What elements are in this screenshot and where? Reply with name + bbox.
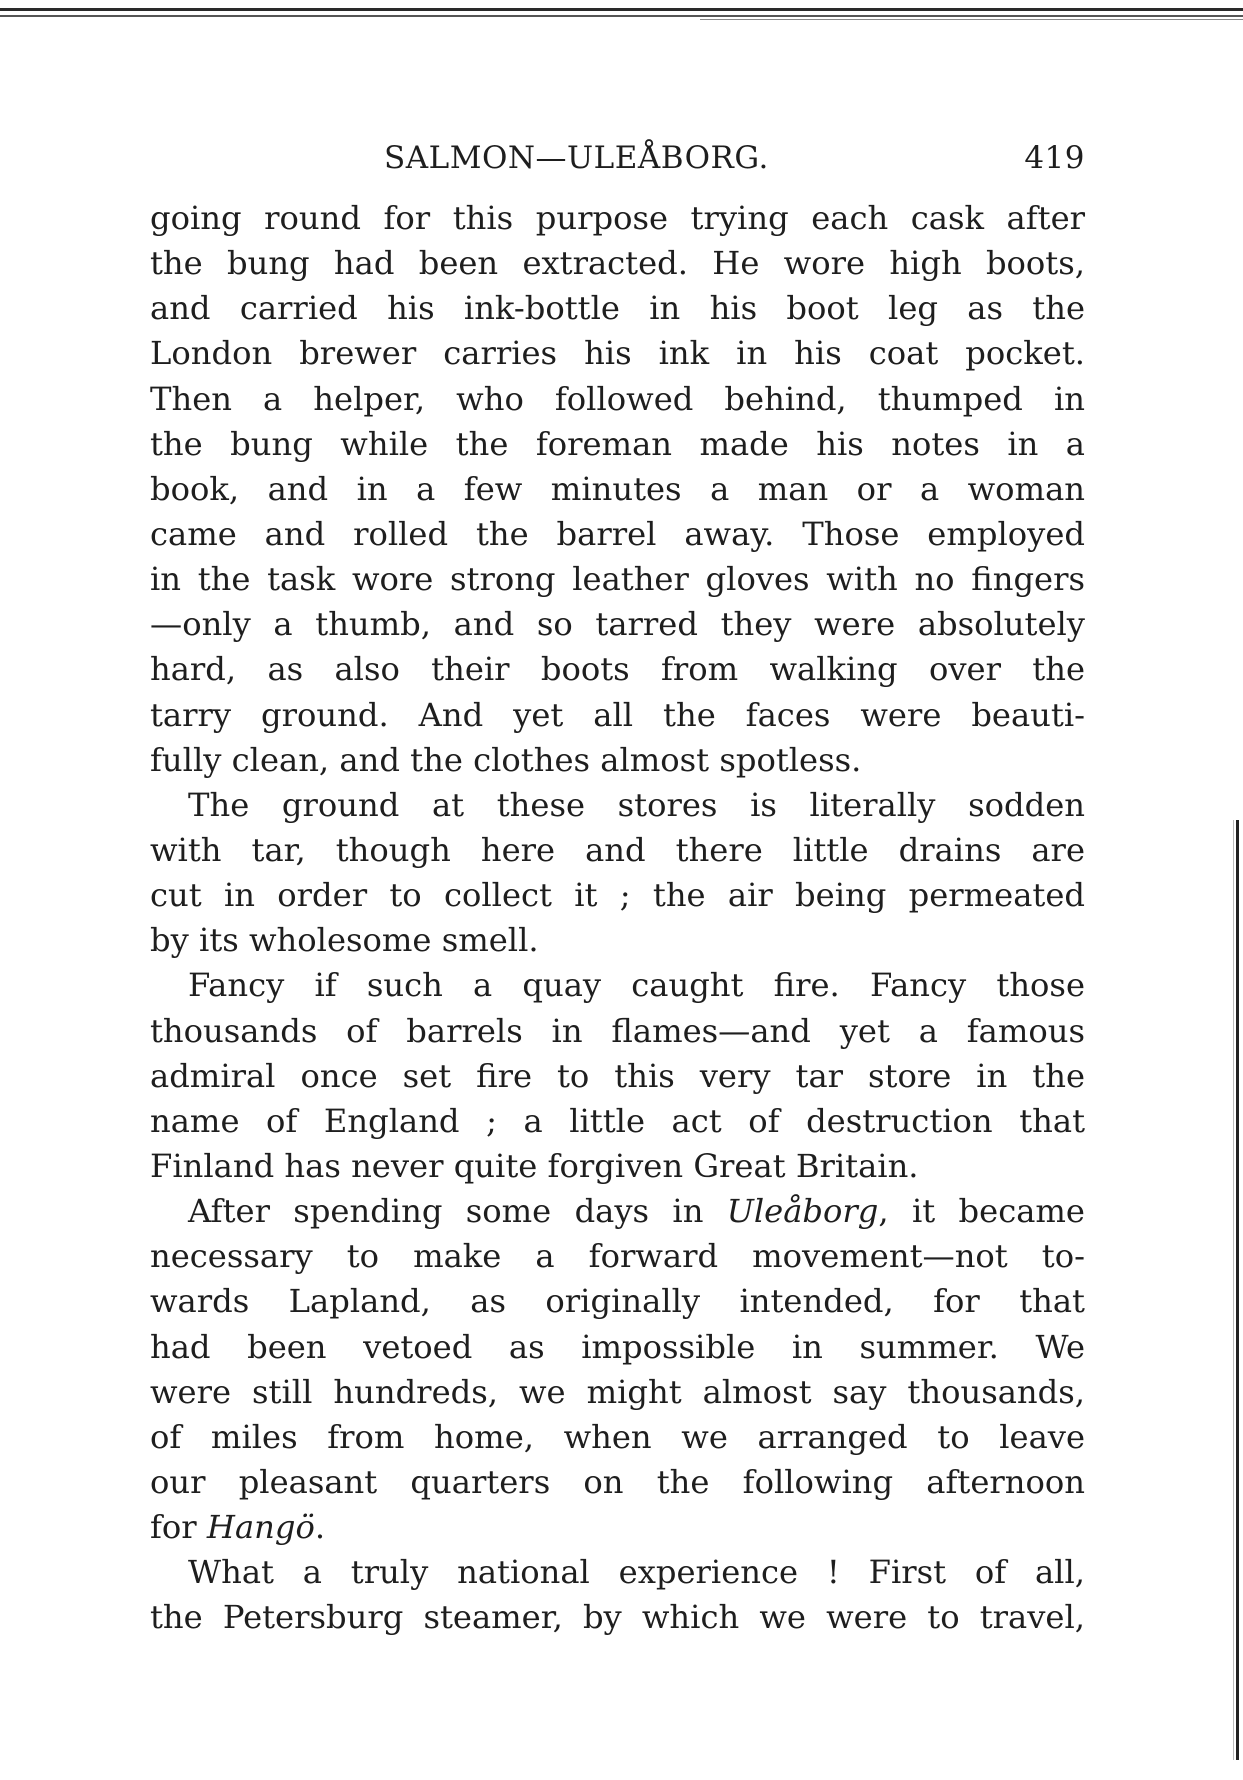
place-name-italic: Hangö	[206, 1508, 315, 1547]
text-run: for	[150, 1508, 207, 1547]
page-number: 419	[1024, 140, 1085, 176]
text-line: necessary to make a forward movement—not to-	[150, 1237, 1085, 1276]
paragraph-3	[150, 963, 1085, 1189]
text-line: thousands of barrels in flames—and yet a famous	[150, 1011, 1085, 1050]
text-line: came and rolled the barrel away. Those employed	[150, 514, 1085, 553]
text-line: and carried his ink-bottle in his boot leg as the	[150, 289, 1085, 328]
text-line	[150, 1189, 1085, 1234]
body-text	[150, 196, 1085, 1641]
running-head-title: SALMON—ULEÅBORG.	[384, 140, 769, 176]
text-line: had been vetoed as impossible in summer. We	[150, 1327, 1085, 1366]
text-line: with tar, though here and there little drains are	[150, 830, 1085, 869]
text-line: London brewer carries his ink in his coat pocket.	[150, 334, 1085, 373]
text-line: Then a helper, who followed behind, thumped in	[150, 379, 1085, 418]
text-line: What a truly national experience ! First of all,	[188, 1553, 1085, 1592]
text-line: the Petersburg steamer, by which we were to travel,	[150, 1598, 1085, 1637]
text-line: hard, as also their boots from walking over the	[150, 650, 1085, 689]
text-line: the bung while the foreman made his notes in a	[150, 424, 1085, 463]
text-line: fully clean, and the clothes almost spotless.	[150, 740, 862, 779]
text-line: The ground at these stores is literally sodden	[188, 785, 1085, 824]
text-line: were still hundreds, we might almost say thousands,	[150, 1372, 1085, 1411]
paragraph-2	[150, 783, 1085, 964]
text-line: Finland has never quite forgiven Great Britain.	[150, 1146, 919, 1185]
text-line: tarry ground. And yet all the faces were beauti-	[150, 695, 1085, 734]
text-line: wards Lapland, as originally intended, for that	[150, 1282, 1085, 1321]
text-run: , it became	[878, 1192, 1085, 1231]
page-edge	[1233, 820, 1239, 1760]
text-run: After spending some days in	[188, 1192, 727, 1231]
text-line: Fancy if such a quay caught fire. Fancy those	[188, 966, 1085, 1005]
text-line: cut in order to collect it ; the air being permeated	[150, 876, 1085, 915]
text-line: name of England ; a little act of destruction that	[150, 1101, 1085, 1140]
text-line: our pleasant quarters on the following afternoon	[150, 1462, 1085, 1501]
text-line: admiral once set fire to this very tar store in the	[150, 1056, 1085, 1095]
book-page	[150, 140, 1085, 1641]
text-line: going round for this purpose trying each cask after	[150, 199, 1085, 237]
text-line: in the task wore strong leather gloves with no fingers	[150, 560, 1085, 599]
running-head	[150, 140, 1085, 196]
paragraph-1	[150, 196, 1085, 783]
top-rule	[0, 8, 1243, 20]
text-line	[150, 1505, 1085, 1550]
text-line: the bung had been extracted. He wore high boots,	[150, 244, 1085, 283]
text-line: —only a thumb, and so tarred they were absolutely	[150, 605, 1085, 644]
paragraph-5	[150, 1550, 1085, 1640]
paragraph-4	[150, 1189, 1085, 1550]
text-line: book, and in a few minutes a man or a woman	[150, 469, 1085, 508]
text-line: by its wholesome smell.	[150, 921, 539, 960]
text-line: of miles from home, when we arranged to leave	[150, 1417, 1085, 1456]
place-name-italic: Uleåborg	[726, 1192, 879, 1231]
text-run: .	[314, 1508, 326, 1547]
